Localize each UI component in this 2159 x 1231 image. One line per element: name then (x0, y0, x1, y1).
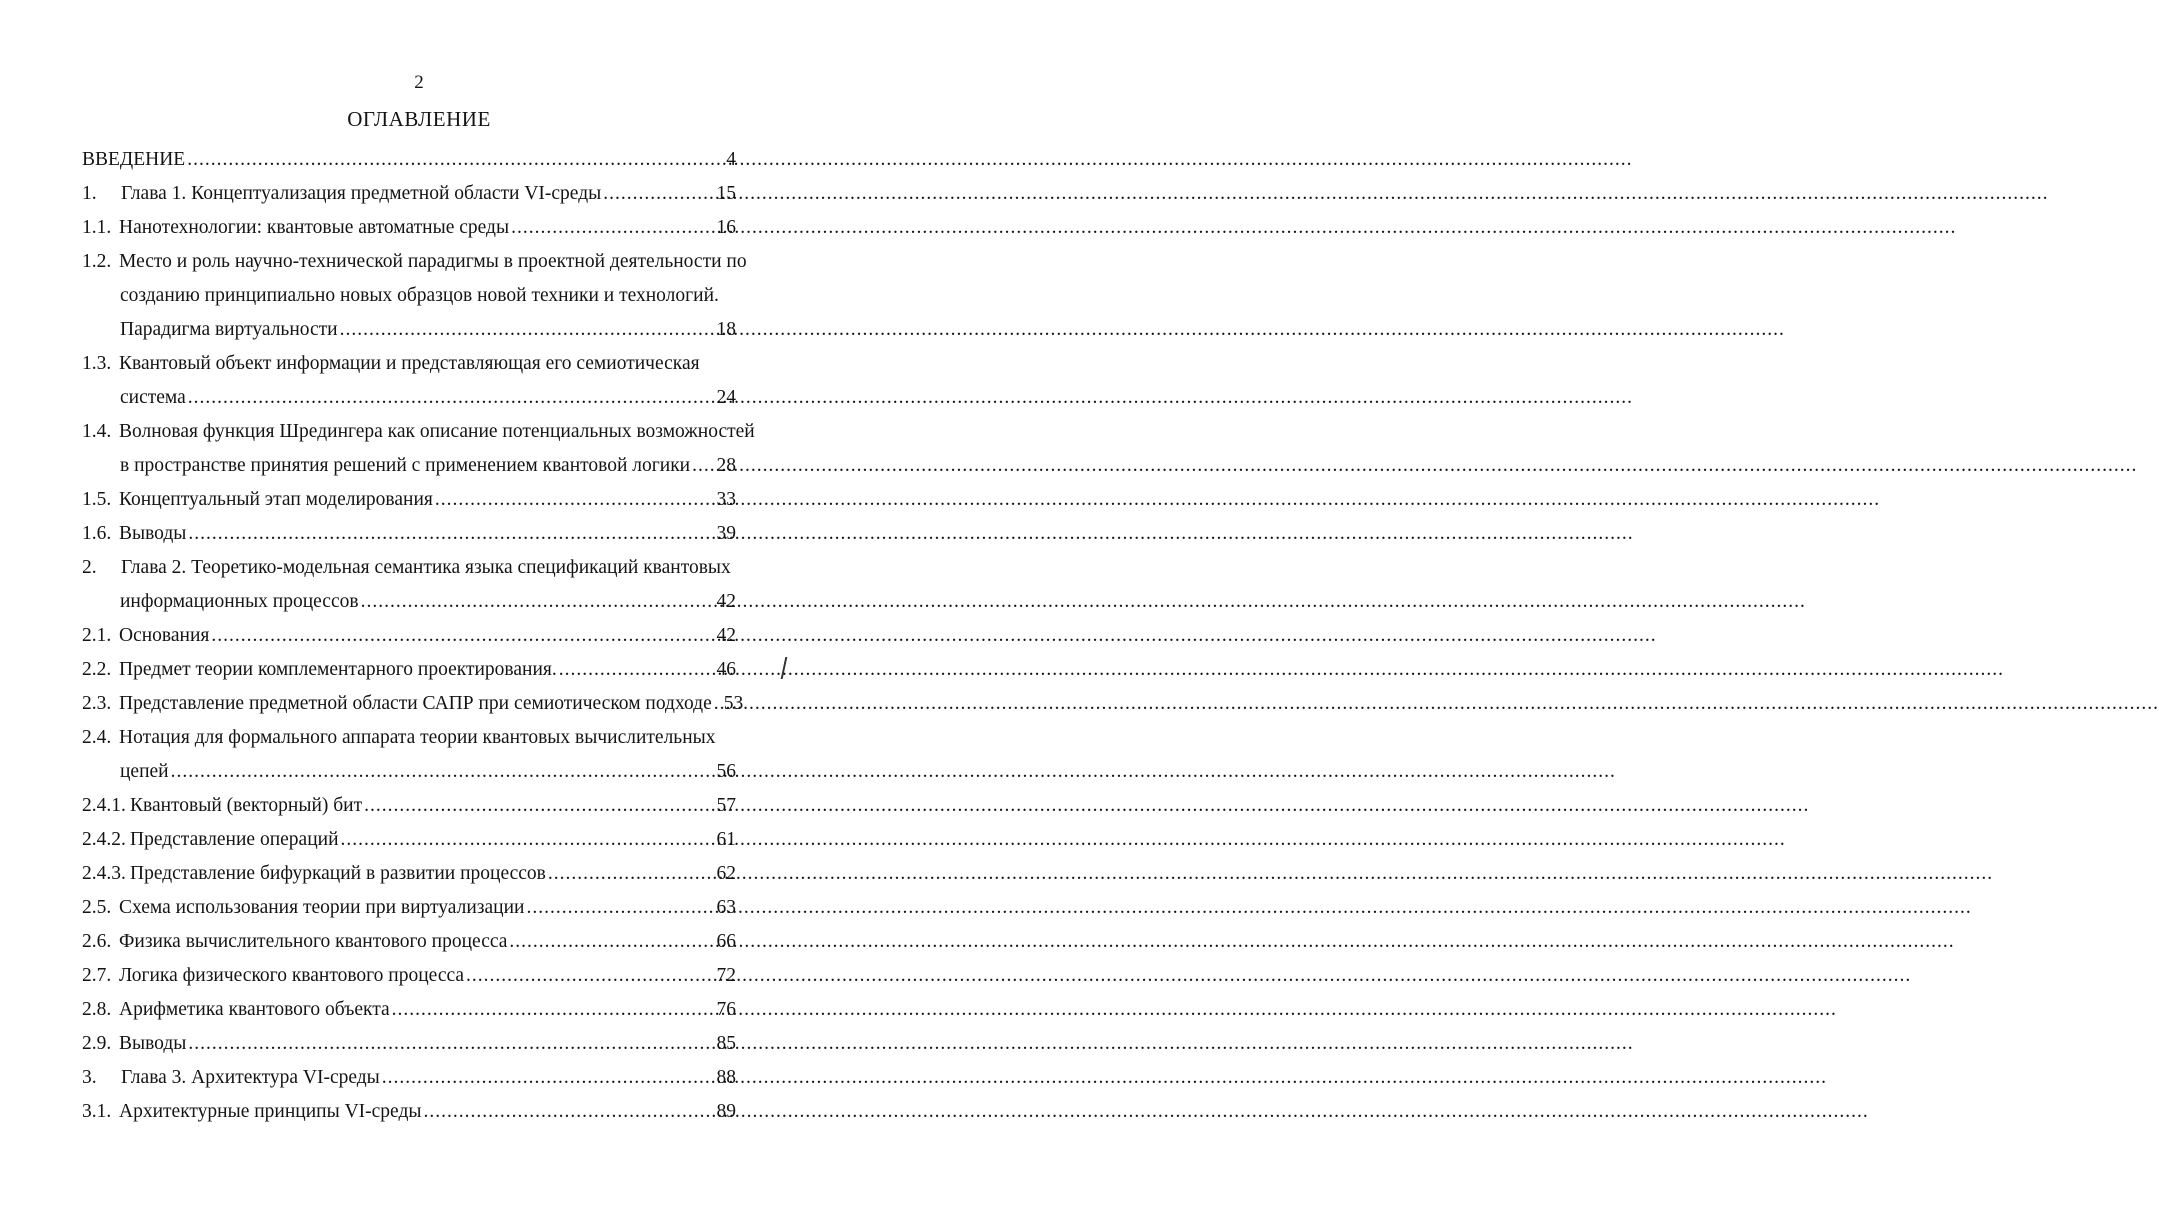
toc-entry-line[interactable] (82, 341, 736, 375)
dot-leader (187, 149, 724, 171)
dot-leader (509, 931, 714, 953)
toc-entry[interactable] (82, 681, 744, 715)
dot-leader (692, 455, 714, 477)
toc-entry-page: 28 (716, 455, 736, 476)
dot-leader (392, 999, 715, 1021)
toc-entry-page: 61 (716, 829, 736, 850)
page-title: ОГЛАВЛЕНИЕ (347, 107, 491, 131)
toc-entry-title: Архитектурные принципы VI-среды (119, 1101, 422, 1122)
toc-entry-page: 88 (716, 1067, 736, 1088)
toc-entry-page: 46 (716, 659, 736, 680)
dot-leader (382, 1067, 715, 1089)
toc-entry-number: 1.4. (82, 421, 112, 442)
dot-leader (340, 319, 715, 341)
toc-entry[interactable] (82, 919, 736, 953)
toc-entry-number: 2.1. (82, 625, 112, 646)
page-number: 2 (414, 72, 424, 93)
toc-entry-number: 1. (82, 183, 97, 204)
toc-entry-title: Выводы (119, 1033, 187, 1054)
toc-entry-title-line: Глава 2. Теоретико-модельная семантика языка спецификаций квантовых (121, 557, 731, 578)
toc-entry[interactable] (82, 1055, 736, 1089)
toc-entry-page: 76 (716, 999, 736, 1020)
toc-entry-number: 2.4. (82, 727, 112, 748)
toc-entry-title: Выводы (119, 523, 187, 544)
toc-entry-title: в пространстве принятия решений с применением квантовой логики (120, 455, 691, 476)
toc-entry-page: 18 (716, 319, 736, 340)
toc-entry[interactable] (82, 1021, 736, 1055)
toc-entry-title: информационных процессов (120, 591, 359, 612)
dot-leader (526, 897, 714, 919)
toc-entry-page: 33 (716, 489, 736, 510)
toc-entry-page: 15 (716, 183, 736, 204)
toc-entry[interactable] (120, 307, 736, 341)
dot-leader (603, 183, 714, 205)
toc-entry[interactable] (82, 613, 736, 647)
toc-entry-number: 2.6. (82, 931, 112, 952)
toc-entry-number: 1.5. (82, 489, 112, 510)
dot-leader (188, 523, 714, 545)
toc-entry-number: 1.2. (82, 251, 112, 272)
toc-entry[interactable] (82, 477, 736, 511)
toc-entry[interactable] (82, 953, 736, 987)
toc-entry-line[interactable] (82, 545, 736, 579)
toc-entry-page: 53 (723, 693, 744, 714)
toc-entry[interactable] (120, 579, 736, 613)
toc-entry-number: 2.4.1. (82, 795, 126, 816)
dot-leader (466, 965, 714, 987)
toc-entry-number: 3. (82, 1067, 97, 1088)
toc-entry-page: 85 (716, 1033, 736, 1054)
toc-entry-line[interactable] (120, 273, 736, 307)
toc-entry[interactable] (82, 205, 736, 239)
toc-entry-title: Схема использования теории при виртуализации (119, 897, 525, 918)
toc-entry-title: Глава 1. Концептуализация предметной области VI-среды (121, 183, 602, 204)
toc-entry-page: 56 (716, 761, 736, 782)
toc-entry-number: 2.4.3. (82, 863, 126, 884)
dot-leader (423, 1101, 714, 1123)
toc-entry[interactable] (82, 647, 736, 681)
toc-entry-page: 66 (716, 931, 736, 952)
dot-leader (364, 795, 714, 817)
toc-entry-title: Логика физического квантового процесса (119, 965, 465, 986)
toc-entry-title: система (120, 387, 186, 408)
toc-entry[interactable] (82, 511, 736, 545)
toc-entry-title: Представление бифуркаций в развитии процессов (130, 863, 546, 884)
toc-entry[interactable] (82, 885, 736, 919)
dot-leader (511, 217, 714, 239)
toc-entry-title-line: Нотация для формального аппарата теории квантовых вычислительных (119, 727, 716, 748)
toc-entry-number: 1.6. (82, 523, 112, 544)
toc-entry-number: 2.8. (82, 999, 112, 1020)
toc-entry[interactable] (82, 783, 736, 817)
toc-entry-page: 39 (716, 523, 736, 544)
toc-entry-title-line: Волновая функция Шредингера как описание потенциальных возможностей (119, 421, 755, 442)
toc-entry-page: 89 (716, 1101, 736, 1122)
toc-entry[interactable] (120, 443, 736, 477)
toc-entry-number: 2.2. (82, 659, 112, 680)
dot-leader (361, 591, 715, 613)
toc-entry-page: 42 (716, 591, 736, 612)
toc-entry-title: Квантовый (векторный) бит (130, 795, 363, 816)
toc-entry-title-line: Квантовый объект информации и представляющая его семиотическая (119, 353, 700, 374)
toc-entry-number: 2. (82, 557, 97, 578)
toc-entry-number: 2.5. (82, 897, 112, 918)
toc-entry-title: Представление предметной области САПР при семиотическом подходе (119, 693, 712, 714)
toc-entry[interactable] (120, 375, 736, 409)
toc-entry-title: Арифметика квантового объекта (119, 999, 390, 1020)
dot-leader (341, 829, 715, 851)
toc-entry-title: ВВЕДЕНИЕ (82, 149, 186, 170)
toc-entry-title: Физика вычислительного квантового процесса (119, 931, 508, 952)
toc-entry-number: 2.4.2. (82, 829, 126, 850)
toc-entry[interactable] (82, 987, 736, 1021)
dot-leader (188, 1033, 714, 1055)
dot-leader (714, 693, 722, 715)
toc-entry-title: Предмет теории комплементарного проектирования. (119, 659, 557, 680)
toc-entry[interactable] (82, 137, 736, 171)
toc-entry[interactable] (82, 1089, 736, 1123)
toc-entry-page: 63 (716, 897, 736, 918)
toc-entry[interactable] (82, 817, 736, 851)
toc-entry[interactable] (82, 171, 736, 205)
toc-entry[interactable] (82, 851, 736, 885)
dot-leader (548, 863, 715, 885)
dot-leader (211, 625, 714, 647)
toc-entry-page: 16 (716, 217, 736, 238)
toc-entry-title: цепей (120, 761, 169, 782)
toc-entry-page: 42 (716, 625, 736, 646)
toc-entry-number: 2.3. (82, 693, 112, 714)
toc-entry-line[interactable] (82, 239, 747, 273)
dot-leader (171, 761, 715, 783)
toc-entry-title: Парадигма виртуальности (120, 319, 338, 340)
dot-leader (188, 387, 715, 409)
toc-entry-number: 2.9. (82, 1033, 112, 1054)
toc-entry-title: Глава 3. Архитектура VI-среды (121, 1067, 380, 1088)
toc-entry-number: 1.3. (82, 353, 112, 374)
toc-entry-title-line: созданию принципиально новых образцов новой техники и технологий. (120, 285, 719, 306)
dot-leader (559, 659, 715, 681)
toc-entry-title-line: Место и роль научно-технической парадигмы в проектной деятельности по (119, 251, 747, 272)
dot-leader (435, 489, 715, 511)
toc-entry-page: 24 (716, 387, 736, 408)
toc-entry[interactable] (120, 749, 736, 783)
toc-entry-number: 2.7. (82, 965, 112, 986)
toc-entry-title: Нанотехнологии: квантовые автоматные среды (119, 217, 510, 238)
toc-entry-number: 3.1. (82, 1101, 112, 1122)
toc-entry-title: Представление операций (130, 829, 339, 850)
toc-entry-page: 57 (716, 795, 736, 816)
toc-entry-page: 4 (726, 149, 736, 170)
toc-entry-page: 62 (716, 863, 736, 884)
toc-entry-title: Основания (119, 625, 210, 646)
toc-entry-number: 1.1. (82, 217, 112, 238)
toc-entry-line[interactable] (82, 715, 736, 749)
toc-entry-page: 72 (716, 965, 736, 986)
toc-entry-line[interactable] (82, 409, 755, 443)
toc-entry-title: Концептуальный этап моделирования (119, 489, 433, 510)
